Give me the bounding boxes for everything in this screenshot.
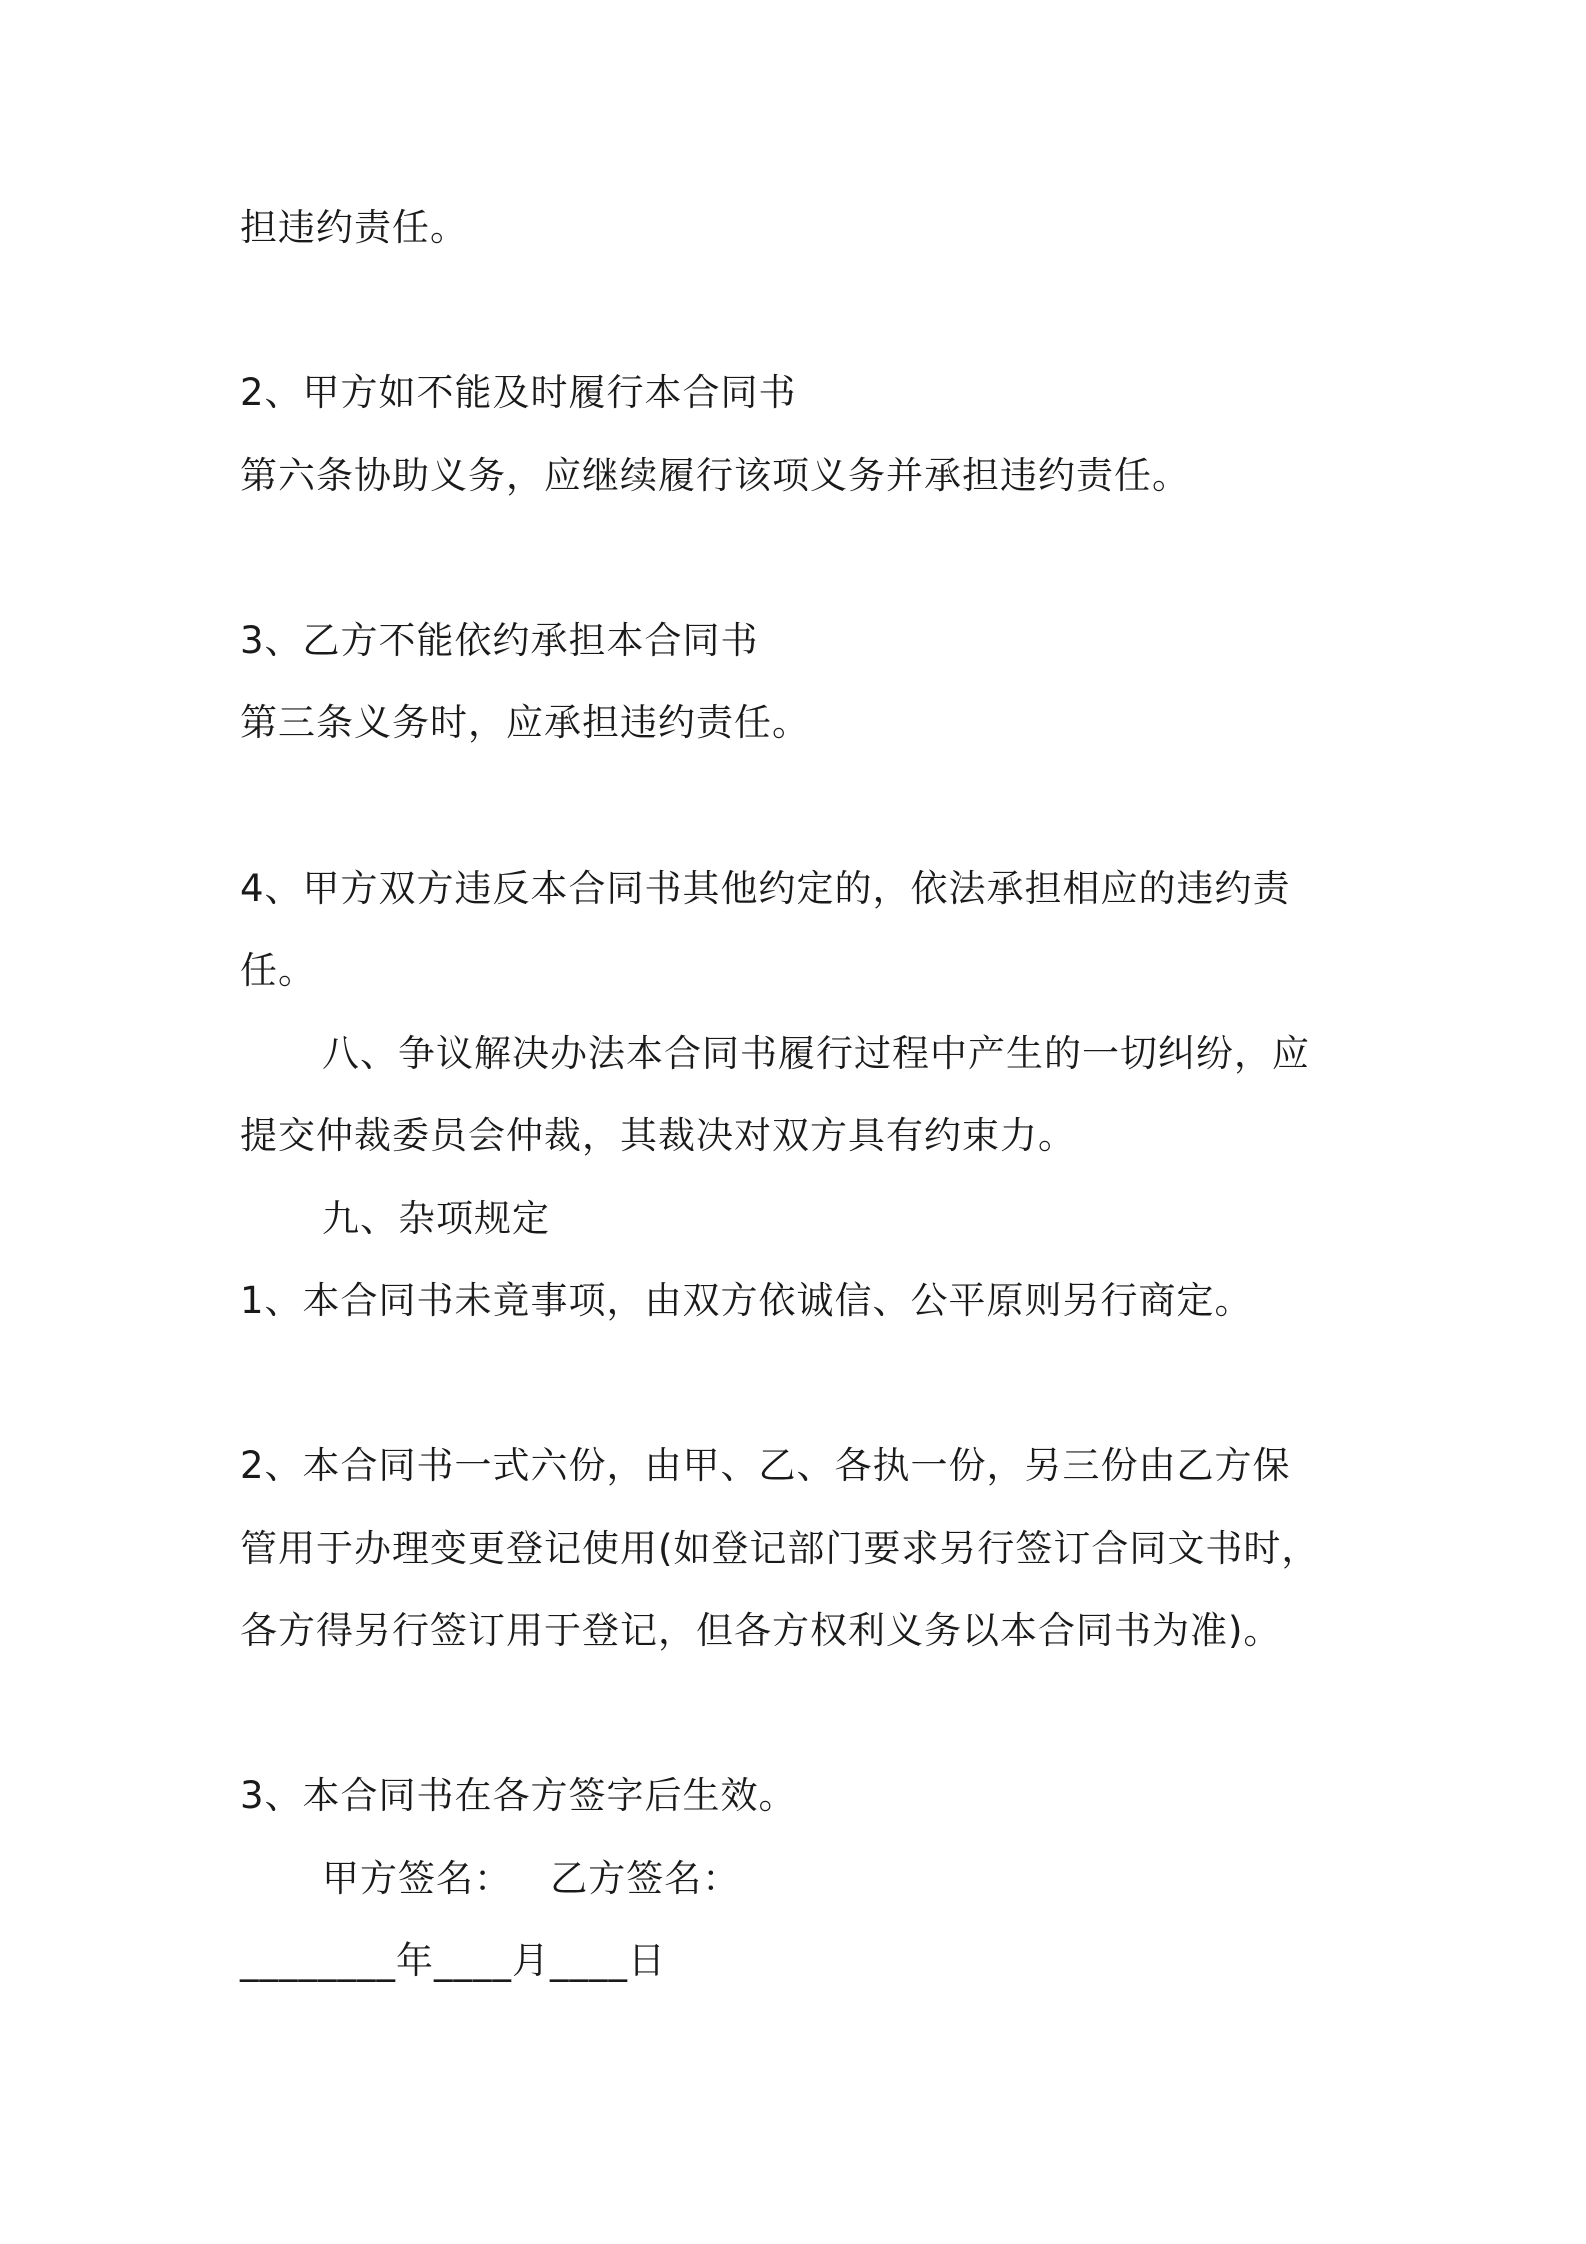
section-8-line-2: 提交仲裁委员会仲裁，其裁决对双方具有约束力。	[240, 1114, 1076, 1157]
signature-date-line: ________年____月____日	[240, 1939, 666, 1982]
misc-clause-2-line-2: 管用于办理变更登记使用(如登记部门要求另行签订合同文书时，	[240, 1527, 1320, 1570]
clause-3-body: 第三条义务时，应承担违约责任。	[240, 701, 810, 744]
signature-labels: 甲方签名： 乙方签名：	[322, 1857, 741, 1900]
section-9-heading: 九、杂项规定	[322, 1197, 550, 1240]
clause-4-line-2: 任。	[240, 949, 316, 992]
misc-clause-3: 3、本合同书在各方签字后生效。	[240, 1774, 797, 1817]
text-line-continuation: 担违约责任。	[240, 206, 468, 249]
clause-2-body: 第六条协助义务，应继续履行该项义务并承担违约责任。	[240, 454, 1190, 497]
misc-clause-2-line-3: 各方得另行签订用于登记，但各方权利义务以本合同书为准)。	[240, 1609, 1282, 1652]
misc-clause-1: 1、本合同书未竟事项，由双方依诚信、公平原则另行商定。	[240, 1279, 1253, 1322]
misc-clause-2-line-1: 2、本合同书一式六份，由甲、乙、各执一份，另三份由乙方保	[240, 1444, 1291, 1487]
clause-2-heading: 2、甲方如不能及时履行本合同书	[240, 371, 797, 414]
clause-4-line-1: 4、甲方双方违反本合同书其他约定的，依法承担相应的违约责	[240, 867, 1291, 910]
section-8-line-1: 八、争议解决办法本合同书履行过程中产生的一切纠纷，应	[322, 1032, 1310, 1075]
clause-3-heading: 3、乙方不能依约承担本合同书	[240, 619, 759, 662]
